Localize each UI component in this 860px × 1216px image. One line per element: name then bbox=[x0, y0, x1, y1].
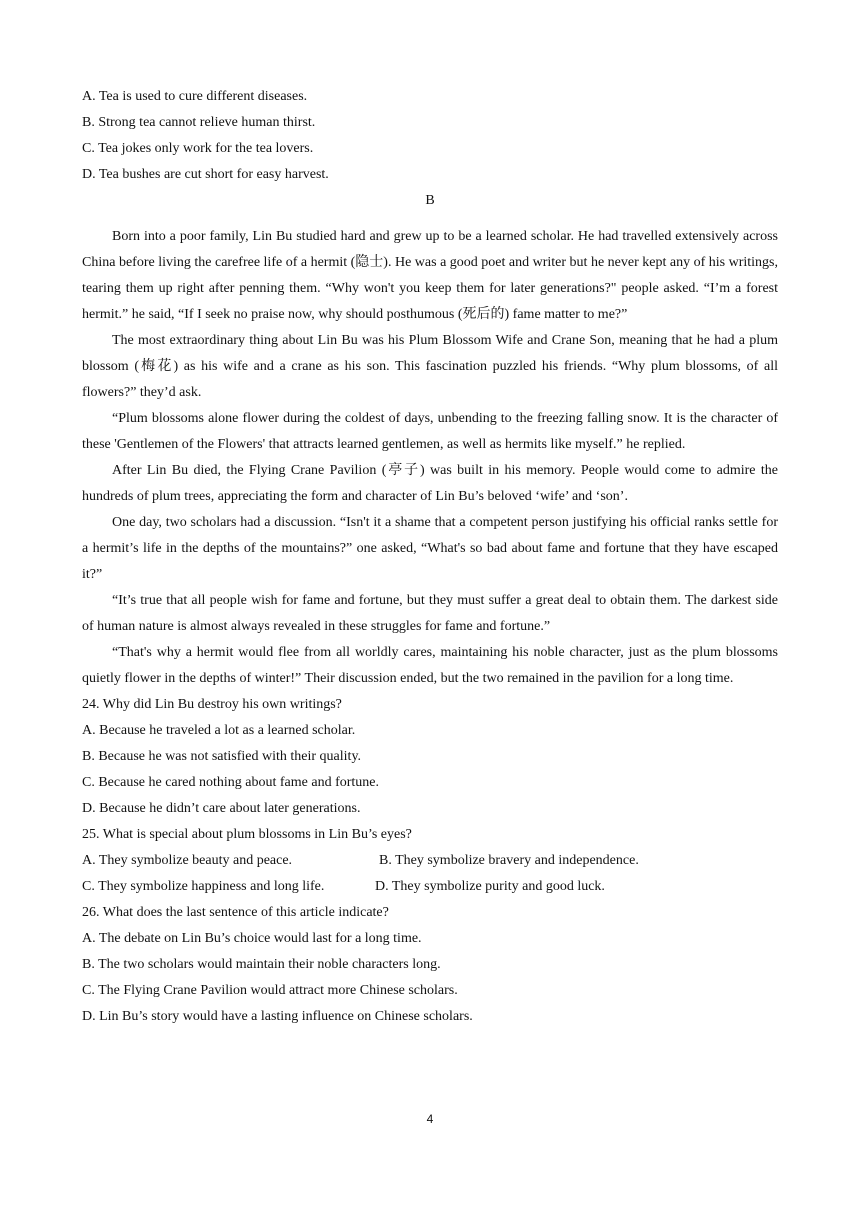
question-option: C. The Flying Crane Pavilion would attract more Chinese scholars. bbox=[82, 983, 458, 998]
paragraph: The most extraordinary thing about Lin Bu was his Plum Blossom Wife and Crane Son, meaning that he had a plum blossom (梅花) as his wife and a crane as his son. This fascination puzzled his friends. “Why plum blossoms, of all flowers?” they’d ask. bbox=[82, 333, 778, 400]
paragraph: “Plum blossoms alone flower during the coldest of days, unbending to the freezing falling snow. It is the character of these 'Gentlemen of the Flowers' that attracts learned gentlemen, as well as hermits like myself.” he replied. bbox=[82, 411, 778, 452]
option-c: C. Tea jokes only work for the tea lovers. bbox=[82, 141, 314, 156]
option-d: D. Tea bushes are cut short for easy harvest. bbox=[82, 167, 329, 182]
option-row bbox=[82, 874, 778, 900]
question-option: C. Because he cared nothing about fame and fortune. bbox=[82, 775, 380, 790]
paragraph: Born into a poor family, Lin Bu studied hard and grew up to be a learned scholar. He had travelled extensively across China before living the carefree life of a hermit (隐士). He was a good poet and writer but he never kept any of his writings, tearing them up right after penning them. “Why won't you keep them for later generations?" people asked. “I’m a forest hermit.” he said, “If I seek no praise now, why should posthumous (死后的) fame matter to me?” bbox=[82, 229, 778, 322]
option-row bbox=[82, 848, 778, 874]
question-option: A. Because he traveled a lot as a learned scholar. bbox=[82, 723, 356, 738]
question-text: 25. What is special about plum blossoms in Lin Bu’s eyes? bbox=[82, 827, 412, 842]
page-number: 4 bbox=[426, 1112, 434, 1126]
paragraph: One day, two scholars had a discussion. “Isn't it a shame that a competent person justifying his official ranks settle for a hermit’s life in the depths of the mountains?” one asked, “What's so bad about fame and fortune that they have escaped it?” bbox=[82, 515, 778, 582]
question-option: C. They symbolize happiness and long life. bbox=[82, 879, 325, 894]
question-text: 24. Why did Lin Bu destroy his own writings? bbox=[82, 697, 342, 712]
question-option: B. They symbolize bravery and independence. bbox=[379, 853, 639, 868]
option-a: A. Tea is used to cure different diseases. bbox=[82, 89, 308, 104]
question-option: D. Because he didn’t care about later generations. bbox=[82, 801, 361, 816]
paragraph: “It’s true that all people wish for fame and fortune, but they must suffer a great deal to obtain them. The darkest side of human nature is almost always revealed in these struggles for fame and fortune.” bbox=[82, 593, 778, 634]
document-page bbox=[82, 84, 778, 1030]
question-24 bbox=[82, 692, 778, 822]
paragraph: After Lin Bu died, the Flying Crane Pavilion (亭子) was built in his memory. People would come to admire the hundreds of plum trees, appreciating the form and character of Lin Bu’s beloved ‘wife’ and ‘son’. bbox=[82, 463, 778, 504]
question-text: 26. What does the last sentence of this article indicate? bbox=[82, 905, 389, 920]
section-heading: B bbox=[425, 193, 435, 208]
question-option: B. The two scholars would maintain their noble characters long. bbox=[82, 957, 441, 972]
question-option: D. Lin Bu’s story would have a lasting influence on Chinese scholars. bbox=[82, 1009, 473, 1024]
question-option: A. They symbolize beauty and peace. bbox=[82, 853, 293, 868]
question-option: B. Because he was not satisfied with their quality. bbox=[82, 749, 362, 764]
paragraph: “That's why a hermit would flee from all worldly cares, maintaining his noble character, just as the plum blossoms quietly flower in the depths of winter!” Their discussion ended, but the two remained in the pavilion for a long time. bbox=[82, 645, 778, 686]
option-b: B. Strong tea cannot relieve human thirst. bbox=[82, 115, 316, 130]
passage bbox=[82, 224, 778, 692]
question-25 bbox=[82, 822, 778, 900]
question-26 bbox=[82, 900, 778, 1030]
question-option: A. The debate on Lin Bu’s choice would last for a long time. bbox=[82, 931, 422, 946]
question-option: D. They symbolize purity and good luck. bbox=[375, 879, 605, 894]
